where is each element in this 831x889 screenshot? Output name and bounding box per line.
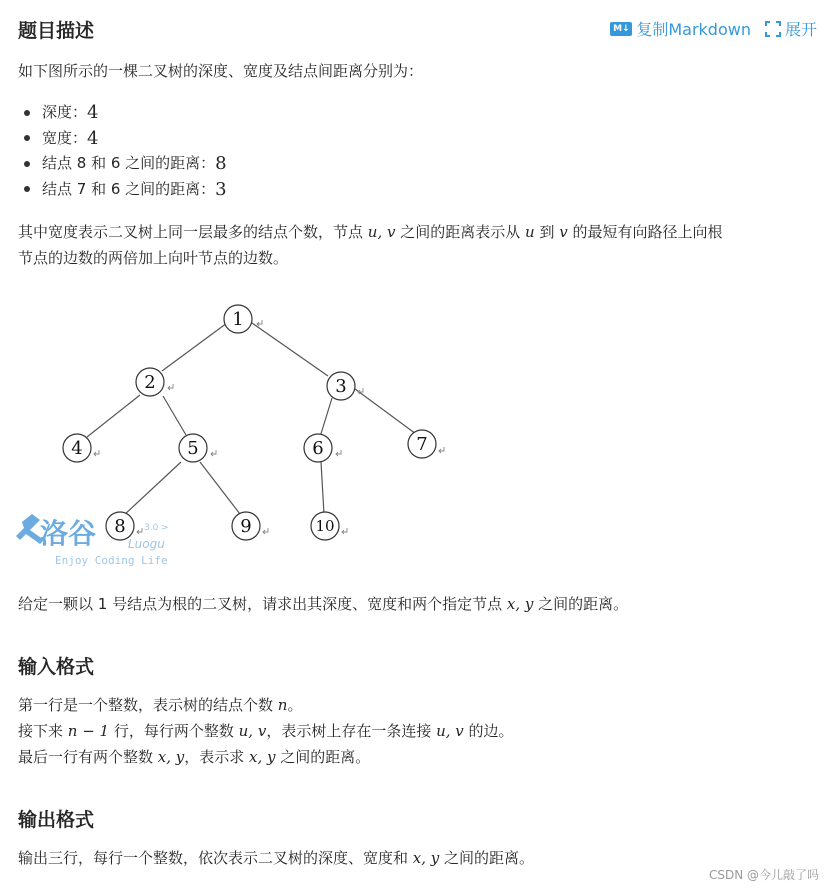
- tree-edge: [200, 462, 240, 514]
- bullet-dot: [24, 186, 30, 192]
- math-v: v: [559, 223, 568, 241]
- text-fragment: 的边。: [463, 722, 514, 740]
- list-item: [18, 100, 227, 126]
- tree-edge: [162, 323, 227, 371]
- tree-edge: [123, 462, 181, 516]
- section-title-description: 题目描述: [18, 20, 95, 42]
- tree-edge: [163, 396, 186, 435]
- math-n-minus-1: n − 1: [67, 722, 110, 740]
- math-n: n: [277, 696, 288, 714]
- luogu-watermark-logo: [16, 514, 169, 567]
- stat-label: 结点 8 和 6 之间的距离：: [42, 154, 216, 172]
- math-uv: u, v: [238, 722, 267, 740]
- markdown-icon: M↓: [610, 22, 632, 36]
- return-mark-icon: [94, 450, 99, 456]
- copy-markdown-label: 复制Markdown: [636, 20, 751, 39]
- tree-edge: [321, 462, 324, 514]
- text-fragment: 之间的距离。: [439, 849, 535, 867]
- binary-tree-diagram: [0, 290, 470, 575]
- text-fragment: 给定一颗以 1 号结点为根的二叉树，请求出其深度、宽度和两个指定节点: [18, 595, 507, 613]
- watermark-brand: 洛谷: [40, 517, 97, 550]
- top-actions: [610, 17, 817, 40]
- math-uv: u, v: [436, 722, 464, 740]
- watermark-name: Luogu: [128, 537, 165, 551]
- bullet-dot: [24, 135, 30, 141]
- tree-node-label: 3: [335, 376, 347, 397]
- return-mark-icon: [211, 450, 216, 456]
- return-mark-icon: [263, 528, 268, 534]
- copy-markdown-button[interactable]: [610, 17, 751, 40]
- tree-node-label: 5: [187, 438, 199, 459]
- tree-edges: [87, 323, 416, 516]
- list-item: [18, 177, 227, 203]
- text-fragment: 之间的距离。: [275, 748, 371, 766]
- tree-node-labels: [71, 309, 427, 537]
- watermark-slogan: Enjoy Coding Life: [55, 554, 168, 567]
- text-fragment: 节点的边数的两倍加上向叶节点的边数。: [18, 249, 289, 267]
- tree-node-label: 2: [144, 372, 156, 393]
- watermark-version: 3.0 >: [144, 523, 169, 533]
- text-fragment: 行，每行两个整数: [109, 722, 239, 740]
- stat-value: 8: [215, 153, 227, 174]
- return-mark-icon: [336, 450, 341, 456]
- tree-node-label: 10: [315, 517, 335, 535]
- math-u: u: [525, 223, 535, 241]
- text-fragment: 。: [287, 696, 303, 714]
- tree-node-label: 4: [71, 438, 83, 459]
- text-fragment: ，表示树上存在一条连接: [266, 722, 437, 740]
- tree-node-label: 7: [416, 434, 428, 455]
- math-uv: u, v: [367, 223, 396, 241]
- list-item: [18, 126, 227, 152]
- return-mark-icon: [257, 320, 262, 326]
- stat-value: 3: [215, 178, 227, 200]
- csdn-watermark: CSDN @今儿敲了吗: [708, 868, 819, 882]
- bullet-dot: [24, 110, 30, 116]
- distance-definition: [18, 219, 722, 271]
- tree-node-label: 9: [240, 516, 252, 537]
- return-mark-icon: [342, 528, 347, 534]
- text-fragment: 之间的距离表示从: [395, 223, 525, 241]
- math-xy: x, y: [249, 748, 276, 766]
- text-fragment: 之间的距离。: [533, 595, 629, 613]
- tree-node-label: 6: [312, 438, 324, 459]
- expand-label: 展开: [784, 20, 817, 39]
- return-mark-icon: [168, 384, 173, 390]
- bullet-dot: [24, 161, 30, 167]
- text-fragment: 最后一行有两个整数: [18, 748, 158, 766]
- stats-list: [18, 100, 227, 202]
- return-mark-icons: [94, 320, 444, 534]
- section-title-output: 输出格式: [18, 809, 95, 831]
- output-format-text: [18, 845, 534, 871]
- tree-edge: [87, 395, 140, 437]
- tree-node-label: 1: [232, 309, 244, 330]
- expand-icon: [765, 21, 781, 37]
- stat-label: 宽度：: [42, 128, 88, 147]
- tree-node-label: 8: [114, 516, 126, 537]
- text-fragment: 第一行是一个整数，表示树的结点个数: [18, 696, 278, 714]
- text-fragment: 接下来: [18, 722, 68, 740]
- stat-value: 4: [87, 102, 99, 123]
- math-xy: x, y: [506, 595, 534, 613]
- math-xy: x, y: [157, 748, 185, 766]
- return-mark-icon: [439, 447, 444, 453]
- input-format-text: [18, 692, 514, 770]
- text-fragment: 的最短有向路径上向根: [567, 223, 723, 241]
- return-mark-icon: [137, 528, 142, 534]
- tree-edge: [355, 389, 416, 434]
- tree-edge: [252, 323, 328, 376]
- section-title-input: 输入格式: [18, 656, 95, 678]
- text-fragment: ，表示求: [184, 748, 250, 766]
- text-fragment: 到: [534, 223, 560, 241]
- stat-value: 4: [87, 127, 99, 149]
- expand-button[interactable]: [765, 17, 817, 40]
- text-fragment: 输出三行，每行一个整数，依次表示二叉树的深度、宽度和: [18, 849, 413, 867]
- tree-node-circles: [63, 305, 436, 540]
- stat-label: 深度：: [42, 103, 88, 121]
- math-xy: x, y: [412, 849, 440, 867]
- text-fragment: 其中宽度表示二叉树上同一层最多的结点个数，节点: [18, 223, 368, 241]
- task-statement: [18, 591, 628, 617]
- tree-edge: [320, 398, 332, 437]
- stat-label: 结点 7 和 6 之间的距离：: [42, 179, 216, 198]
- intro-text: 如下图所示的一棵二叉树的深度、宽度及结点间距离分别为：: [18, 62, 424, 80]
- list-item: [18, 151, 227, 177]
